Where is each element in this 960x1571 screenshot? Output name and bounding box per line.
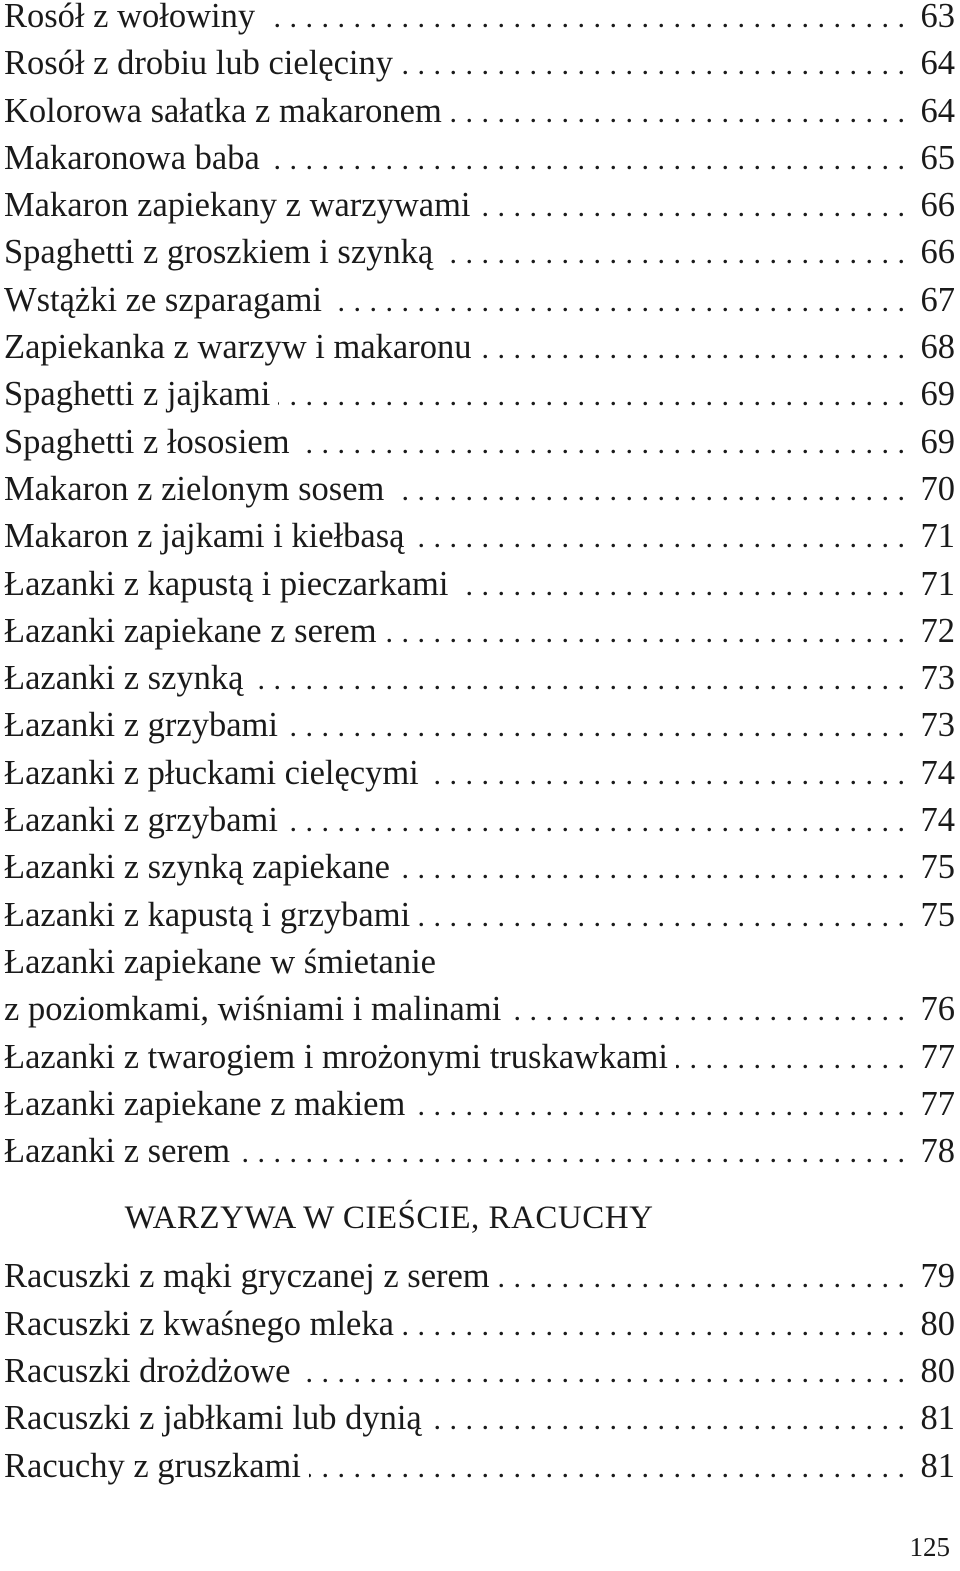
toc-entry-page: 72 (920, 611, 955, 650)
toc-entry-title: Racuszki z mąki gryczanej z serem (4, 1253, 498, 1300)
toc-entry (4, 324, 955, 371)
toc-entry-title: Makaronowa baba (4, 135, 268, 182)
toc-entry-title: Racuszki z jabłkami lub dynią (4, 1395, 430, 1442)
dot-leader (430, 1396, 905, 1443)
dot-leader (427, 751, 905, 798)
toc-entry-page: 75 (920, 848, 955, 887)
toc-entry-page: 70 (920, 469, 955, 508)
toc-entry-multiline-second (4, 986, 955, 1033)
toc-entry-title: Spaghetti z groszkiem i szynką (4, 229, 441, 276)
dot-leader (278, 372, 905, 419)
toc-entry-title: Racuszki z kwaśnego mleka (4, 1301, 402, 1348)
dot-leader (298, 1349, 905, 1396)
toc-entry-page: 76 (920, 990, 955, 1029)
toc-entry-title: Łazanki z szynką zapiekane (4, 844, 398, 891)
toc-entry (4, 0, 955, 40)
toc-entry-title: Racuszki drożdżowe (4, 1348, 298, 1395)
toc-entry-page: 69 (920, 375, 955, 414)
toc-entry-title: Spaghetti z łososiem (4, 419, 298, 466)
toc-entry-title: Rosół z wołowiny (4, 0, 263, 40)
toc-entry-title: Łazanki z serem (4, 1128, 238, 1175)
toc-entry (4, 1443, 955, 1490)
toc-entry-title: Makaron z zielonym sosem (4, 466, 392, 513)
toc-entry-page: 73 (920, 659, 955, 698)
dot-leader (330, 278, 905, 325)
dot-leader (401, 41, 905, 88)
toc-entry (4, 1034, 955, 1081)
toc-entry-title: Makaron z jajkami i kiełbasą (4, 513, 412, 560)
dot-leader (238, 1129, 905, 1176)
toc-entry-title: Łazanki zapiekane z makiem (4, 1081, 413, 1128)
dot-leader (676, 1035, 905, 1082)
toc-entry-title: Łazanki zapiekane z serem (4, 608, 385, 655)
toc-entry-title: Łazanki z płuckami cielęcymi (4, 750, 427, 797)
dot-leader (392, 467, 905, 514)
dot-leader (402, 1302, 905, 1349)
dot-leader (298, 420, 905, 467)
dot-leader (479, 183, 906, 230)
toc-entry (4, 88, 955, 135)
toc-entry (4, 135, 955, 182)
toc-entry-page: 78 (920, 1132, 955, 1171)
toc-entry (4, 1301, 955, 1348)
toc-entry (4, 1348, 955, 1395)
toc-entry-page: 81 (920, 1446, 955, 1485)
toc-entry (4, 1128, 955, 1175)
toc-entry-title: Łazanki z kapustą i pieczarkami (4, 561, 456, 608)
toc-entry (4, 466, 955, 513)
toc-entry-page: 64 (920, 44, 955, 83)
toc-entry-page: 74 (920, 753, 955, 792)
toc-entry-page: 71 (920, 564, 955, 603)
toc-entry-multiline-first (4, 939, 955, 986)
dot-leader (268, 136, 905, 183)
toc-entry-title: Racuchy z gruszkami (4, 1443, 309, 1490)
table-of-contents (4, 0, 955, 1490)
toc-entry-title: Łazanki z szynką (4, 655, 251, 702)
toc-entry-page: 64 (920, 91, 955, 130)
dot-leader (509, 987, 905, 1034)
toc-entry (4, 702, 955, 749)
toc-entry (4, 229, 955, 276)
dot-leader (498, 1254, 905, 1301)
toc-entry (4, 182, 955, 229)
dot-leader (309, 1444, 905, 1491)
toc-entry-title: Spaghetti z jajkami (4, 371, 278, 418)
dot-leader (456, 562, 905, 609)
dot-leader (479, 325, 905, 372)
toc-group-pasta (4, 0, 955, 939)
toc-entry-page: 75 (920, 895, 955, 934)
toc-entry-page: 80 (920, 1352, 955, 1391)
toc-group-racuchy (4, 1253, 955, 1489)
toc-entry-title: Makaron zapiekany z warzywami (4, 182, 479, 229)
dot-leader (251, 656, 905, 703)
toc-entry-page: 65 (920, 138, 955, 177)
toc-group-lazanki (4, 1034, 955, 1176)
toc-entry-page: 77 (920, 1084, 955, 1123)
toc-entry-page: 74 (920, 801, 955, 840)
toc-entry (4, 561, 955, 608)
toc-entry (4, 750, 955, 797)
toc-entry (4, 277, 955, 324)
dot-leader (286, 798, 905, 845)
dot-leader (263, 0, 905, 41)
toc-entry (4, 419, 955, 466)
dot-leader (286, 703, 905, 750)
toc-entry-title: Zapiekanka z warzyw i makaronu (4, 324, 479, 371)
toc-entry (4, 40, 955, 87)
dot-leader (398, 845, 905, 892)
toc-entry-page: 63 (920, 0, 955, 35)
toc-entry-page: 66 (920, 186, 955, 225)
toc-entry-page: 73 (920, 706, 955, 745)
toc-entry-page: 71 (920, 517, 955, 556)
page-number: 125 (909, 1532, 950, 1562)
toc-entry-title: Łazanki z grzybami (4, 797, 286, 844)
toc-entry (4, 844, 955, 891)
toc-entry (4, 892, 955, 939)
toc-entry-title: Łazanki z kapustą i grzybami (4, 892, 418, 939)
toc-entry-title: Łazanki z twarogiem i mrożonymi truskawkami (4, 1034, 676, 1081)
toc-entry-title: Rosół z drobiu lub cielęciny (4, 40, 401, 87)
dot-leader (385, 609, 905, 656)
dot-leader (441, 230, 905, 277)
toc-entry (4, 371, 955, 418)
toc-entry-page: 68 (920, 328, 955, 367)
toc-entry-page: 80 (920, 1304, 955, 1343)
toc-entry (4, 608, 955, 655)
dot-leader (412, 514, 905, 561)
dot-leader (450, 89, 905, 136)
toc-entry-page: 67 (920, 280, 955, 319)
toc-entry-page: 79 (920, 1257, 955, 1296)
toc-entry-page: 77 (920, 1037, 955, 1076)
toc-entry-title: Łazanki zapiekane w śmietanie (4, 943, 444, 981)
toc-entry-title: z poziomkami, wiśniami i malinami (4, 986, 509, 1033)
toc-entry (4, 1081, 955, 1128)
toc-entry-title: Łazanki z grzybami (4, 702, 286, 749)
toc-entry (4, 513, 955, 560)
toc-entry-page: 69 (920, 422, 955, 461)
toc-entry (4, 1395, 955, 1442)
toc-entry-title: Kolorowa sałatka z makaronem (4, 88, 450, 135)
dot-leader (413, 1082, 905, 1129)
toc-entry-title: Wstążki ze szparagami (4, 277, 330, 324)
toc-entry (4, 1253, 955, 1300)
toc-entry-page: 81 (920, 1399, 955, 1438)
toc-entry (4, 655, 955, 702)
section-heading: WARZYWA W CIEŚCIE, RACUCHY (124, 1200, 654, 1237)
toc-entry-page: 66 (920, 233, 955, 272)
toc-entry (4, 797, 955, 844)
dot-leader (418, 893, 905, 940)
